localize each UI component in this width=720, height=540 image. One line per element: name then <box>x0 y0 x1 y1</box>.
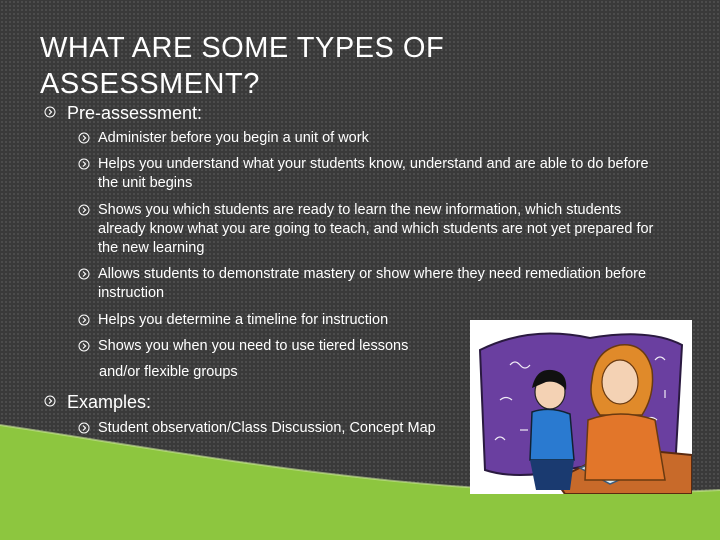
pre-assessment-heading: Pre-assessment: <box>44 102 202 124</box>
examples-heading: Examples: <box>44 391 151 413</box>
circled-arrow-icon <box>78 158 90 170</box>
teacher-student-clipart <box>470 320 692 494</box>
list-item: Shows you when you need to use tiered lessons <box>78 337 448 356</box>
list-item-continuation: and/or flexible groups <box>99 364 238 380</box>
circled-arrow-icon <box>78 132 90 144</box>
circled-arrow-icon <box>78 268 90 280</box>
circled-arrow-icon <box>78 314 90 326</box>
list-item: Helps you understand what your students know, understand and are able to do before the unit begins <box>78 155 668 193</box>
list-item: Shows you which students are ready to learn the new information, which students already know what you are going to teach, and which students are not yet prepared for the new learning <box>78 201 668 258</box>
circled-arrow-icon <box>78 204 90 216</box>
circled-arrow-icon <box>44 395 56 407</box>
list-item: Allows students to demonstrate mastery or show where they need remediation before instruction <box>78 265 668 303</box>
circled-arrow-icon <box>78 422 90 434</box>
list-item: Administer before you begin a unit of work <box>78 129 668 148</box>
circled-arrow-icon <box>78 340 90 352</box>
list-item: Helps you determine a timeline for instruction <box>78 311 448 330</box>
slide-title: WHAT ARE SOME TYPES OF ASSESSMENT? <box>40 32 445 100</box>
list-item: Student observation/Class Discussion, Concept Map <box>78 419 458 438</box>
circled-arrow-icon <box>44 106 56 118</box>
